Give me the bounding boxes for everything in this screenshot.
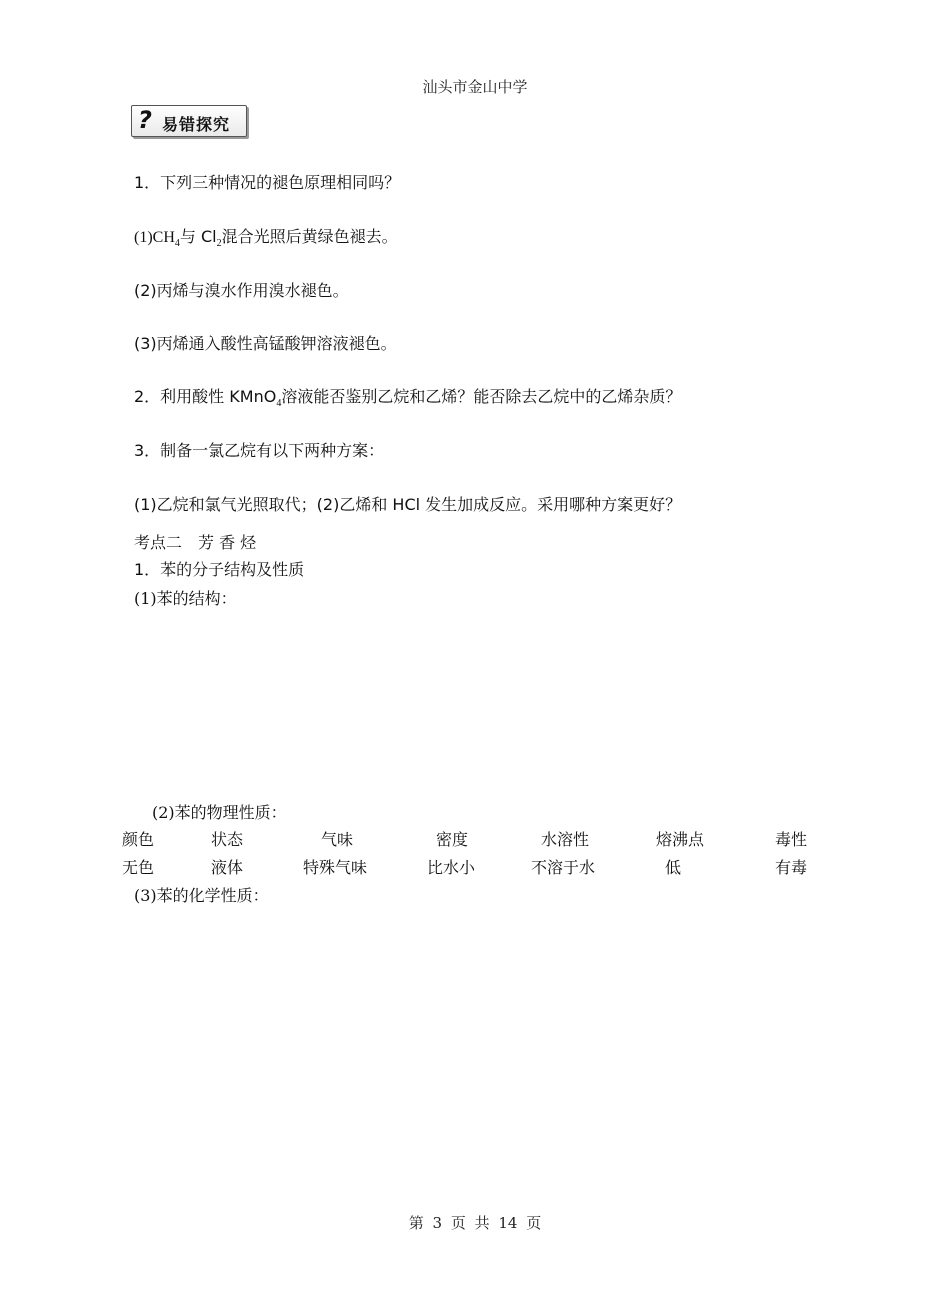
question-3-line: (1)乙烷和氯气光照取代；(2)乙烯和 HCl 发生加成反应。采用哪种方案更好？ [134, 495, 682, 514]
table-value-cell: 比水小 [427, 858, 476, 877]
table-value-cell: 有毒 [775, 858, 808, 877]
question-3-title: 3．制备一氯乙烷有以下两种方案： [134, 441, 385, 460]
question-2: 2．利用酸性 KMnO$_4$溶液能否鉴别乙烷和乙烯？能否除去乙烷中的乙烯杂质？ [134, 387, 682, 409]
section-title: 考点二 芳 香 烃 [134, 533, 257, 552]
table-value-cell: 液体 [211, 858, 244, 877]
question-1-item-1: $(1)CH_4$与 $Cl_2$混合光照后黄绿色褪去。 [134, 227, 398, 249]
badge-label: 易错探究 [162, 115, 231, 134]
table-header-cell: 颜色 [122, 830, 155, 849]
question-1-item-3: (3)丙烯通入酸性高锰酸钾溶液褪色。 [134, 334, 397, 353]
table-value-cell: 低 [665, 858, 682, 877]
table-value-cell: 无色 [122, 858, 155, 877]
table-value-cell: 不溶于水 [531, 858, 596, 877]
page-header: 汕头市金山中学 [422, 78, 528, 96]
page-footer: 第 3 页 共 14 页 [408, 1214, 542, 1232]
table-header-cell: 气味 [321, 830, 354, 849]
benzene-structure-label: (1)苯的结构： [134, 589, 237, 608]
table-header-cell: 状态 [211, 830, 244, 849]
question-1-item-2: (2)丙烯与溴水作用溴水褪色。 [134, 281, 349, 300]
table-header-cell: 熔沸点 [656, 830, 705, 849]
error-explore-badge [131, 105, 247, 137]
benzene-chemical-label: (3)苯的化学性质： [134, 886, 269, 905]
question-1-title: 1．下列三种情况的褪色原理相同吗？ [134, 173, 401, 192]
question-mark-icon: ? [138, 106, 152, 134]
table-value-cell: 特殊气味 [303, 858, 368, 877]
table-header-cell: 水溶性 [541, 830, 590, 849]
benzene-physical-label: (2)苯的物理性质： [152, 803, 287, 822]
section-subtitle: 1．苯的分子结构及性质 [134, 560, 305, 579]
table-header-cell: 毒性 [775, 830, 808, 849]
table-header-cell: 密度 [436, 830, 469, 849]
